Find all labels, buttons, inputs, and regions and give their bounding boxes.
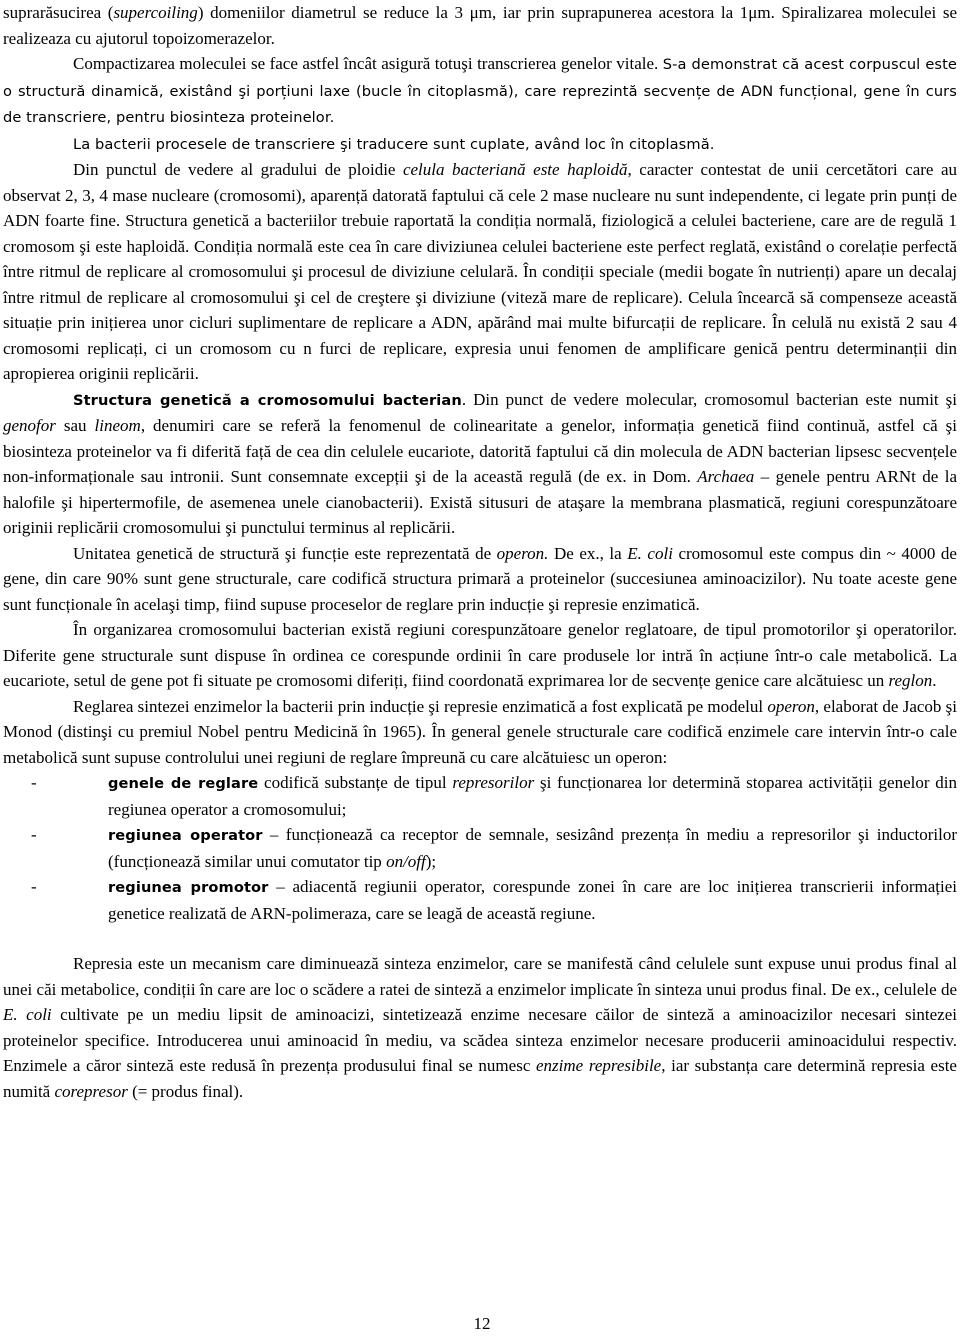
text-run: ); [425, 851, 437, 871]
text-run: cultivate pe un mediu lipsit de aminoacizi, sintetizează enzime necesare căilor de sinteză a aminoacizilor necesari sintezei proteinelor specifice. [3, 1005, 957, 1050]
text-run: La eucariote, setul de gene pot fi situate pe cromosomi diferiți, fiind coordonată exprimarea lor de secvențe genice care alcătuiesc un [3, 645, 957, 690]
text-run: suprarăsucirea ( [3, 3, 114, 22]
text-run: Din punctul de vedere al gradului de ploidie [73, 160, 403, 179]
text-run: Compactizarea moleculei se face astfel încât asigură totuşi transcrierea genelor vitale. [73, 54, 663, 73]
text-run: Celula încearcă să compenseze această situație prin inițierea unor cicluri suplimentare de replicare a ADN, apărând mai multe bifurcații de replicare. [3, 287, 958, 332]
paragraph-chromosome-structure [3, 387, 957, 541]
text-run: sau [55, 416, 95, 435]
text-run: , denumiri care se referă la fenomenul de colinearitate a genelor, informația genetică fiind continuă, astfel că şi biosinteza proteinelor va fi diferită față de cea din celulele eucariote, datorită faptului că din molecula de ADN bacterian lipsesc secvențele non-informaționale sau intronii. [3, 416, 957, 486]
text-run: În organizarea cromosomului bacterian există regiuni corespunzătoare genelor reglatoare, de tipul promotorilor şi operatorilor. [73, 620, 957, 639]
text-run: Unitatea genetică de structură şi funcție este reprezentată de [73, 543, 497, 563]
text-run: În condiții speciale (medii bogate în nutrienți) apare un decalaj între ritmul de replicare al cromosomului şi cel de creştere şi diviziune (viteză mare de replicare). [3, 262, 957, 307]
paragraph-operon [3, 541, 957, 618]
text-run: codifică substanțe de tipul [258, 773, 453, 792]
italic-term: celula bacteriană este haploidă [402, 160, 628, 179]
italic-term: reglon [888, 671, 933, 690]
list-dash: - [31, 773, 37, 792]
text-run-sans: La bacterii procesele de transcriere şi traducere sunt cuplate, având loc în citoplasmă. [73, 135, 715, 153]
text-run: – funcționează ca receptor de semnale, sesizând prezența în mediu a represorilor şi inductorilor (funcționează similar unui comutator tip [108, 825, 957, 871]
text-run: – genele pentru ARNt de la halofile şi hipertermofile, de asemenea unele cianobacterii). [3, 467, 957, 512]
text-run: Diferite gene structurale sunt dispuse în ordinea ce corespunde ordinii în care produsele lor intră în acțiune într-o cale metabolică. [3, 645, 940, 665]
text-run: Sunt consemnate excepții şi de la această regulă (de ex. in Dom. [230, 467, 698, 486]
italic-term: genofor [3, 416, 56, 435]
list-term: regiunea promotor [108, 879, 269, 896]
text-run: Structura genetică a bacteriilor trebuie raportată la condiția normală, fiziologică a celulei bacteriene, care are de regulă 1 cromosom şi este haploidă. [3, 211, 957, 256]
text-run-sans: S-a demonstrat că acest corpuscul este o structură dinamică, existând şi porțiuni laxe (bucle în citoplasmă), care reprezintă secvențe de ADN funcțional, gene în curs de transcriere, pentru biosinteza proteinelor. [3, 56, 957, 126]
italic-term: enzime represibile [536, 1056, 662, 1075]
list-term: genele de reglare [108, 775, 259, 792]
text-run: Nu toate aceste gene sunt funcționale în acelaşi timp, fiind supuse proceselor de reglare prin inducție şi represie enzimatică. [3, 569, 957, 614]
paragraph-transcription-coupling [3, 131, 957, 158]
text-run: Introducerea unui aminoacid în mediu, va scădea sinteza enzimelor necesare producerii aminoacidului respectiv. [156, 1030, 957, 1050]
paragraph-compaction [3, 51, 957, 131]
text-run: Represia este un mecanism care diminuează sinteza enzimelor, care se manifestă când celulele sunt expuse unui produs final al unei căi metabolice, condiții în care are loc o scădere a ratei de sinteză a enzimelor implicate în sinteza unui produs final. De ex., celulele de [3, 954, 957, 999]
italic-term: Archaea [697, 467, 755, 486]
text-run: (= produs final). [127, 1081, 244, 1101]
list-dash: - [31, 825, 37, 844]
list-item [3, 822, 957, 874]
text-run: Există situsuri de ataşare la membrana plasmatică, regiuni corespunzătoare originii replicării cromosomului şi punctului terminus al replicării. [3, 492, 957, 537]
paragraph-ploidy [3, 157, 957, 387]
text-run: , iar substanța care determină represia este numită [3, 1056, 957, 1101]
text-run: şi funcționarea lor determină stoparea activității genelor din regiunea operator a cromosomului; [108, 773, 957, 819]
text-run: În celulă nu există 2 sau 4 cromosomi replicați, ci un cromosom cu n furci de replicare, expresia unui fenomen de amplificare genică pentru determinanții din apropierea originii replicării. [3, 313, 957, 383]
text-run: , caracter contestat de unii cercetători care au observat 2, 3, 4 mase nucleare (cromosomi), aparență datorată faptului că cele 2 mase nucleare nu sunt independente, ci legate prin punți de ADN foarte fine. [3, 160, 957, 230]
text-run: cromosomul este compus din ~ 4000 de gene, din care 90% sunt gene structurale, care codifică structura primară a proteinelor (succesiunea aminoacizilor). [3, 543, 957, 588]
italic-term: lineom [94, 416, 141, 435]
italic-term: corepresor [54, 1081, 128, 1101]
document-body [3, 0, 957, 1104]
list-term: regiunea operator [108, 827, 263, 844]
italic-term: represorilor [452, 773, 535, 792]
text-run: , elaborat de Jacob şi Monod (distinşi cu premiul Nobel pentru Medicină în 1965). [3, 696, 957, 741]
text-run: De ex., la [548, 543, 628, 563]
text-run: Condiția normală este cea în care diviziunea celulei bacteriene este perfect reglată, existând o corelație perfectă între ritmul de replicare al cromosomului şi procesul de diviziune celulară. [3, 236, 958, 281]
italic-term: E. coli [3, 1005, 52, 1024]
operon-components-list [3, 770, 957, 926]
paragraph-repression [3, 951, 957, 1104]
italic-term: supercoiling [113, 3, 198, 22]
text-run: . Din punct de vedere molecular, cromosomul bacterian este numit şi [461, 389, 957, 409]
italic-term: operon [767, 696, 815, 716]
section-heading: Structura genetică a cromosomului bacterian [73, 391, 462, 409]
text-run: Enzimele a căror sinteză este redusă în prezența produsului final se numesc [3, 1056, 536, 1075]
italic-term: on/off [386, 851, 426, 871]
italic-term: E. coli [627, 543, 673, 563]
list-dash: - [31, 877, 37, 896]
text-run: . [932, 671, 937, 690]
page-number: 12 [473, 1314, 491, 1333]
text-run: – adiacentă regiunii operator, corespunde zonei în care are loc inițierea transcrierii informației genetice realizată de ARN-polimeraza, care se leagă de această regiune. [108, 877, 958, 923]
list-item [3, 770, 957, 822]
paragraph-enzyme-regulation [3, 694, 957, 771]
italic-term: operon. [496, 543, 549, 563]
text-run: ) domeniilor diametrul se reduce la 3 μm, iar prin suprapunerea acestora la 1μm. Spiralizarea moleculei se realizeaza cu ajutorul topoizomerazelor. [3, 3, 957, 48]
paragraph-regulatory-regions [3, 617, 957, 694]
paragraph-spacer [3, 926, 957, 951]
list-item [3, 874, 957, 926]
text-run: În general genele structurale care codifică enzimele care intervin într-o cale metabolică sunt supuse controlului unei regiuni de reglare împreună cu care alcătuiesc un operon: [3, 722, 957, 767]
text-run: Reglarea sintezei enzimelor la bacterii prin inducție şi represie enzimatică a fost explicată pe modelul [73, 696, 768, 716]
paragraph-supercoiling [3, 0, 957, 51]
